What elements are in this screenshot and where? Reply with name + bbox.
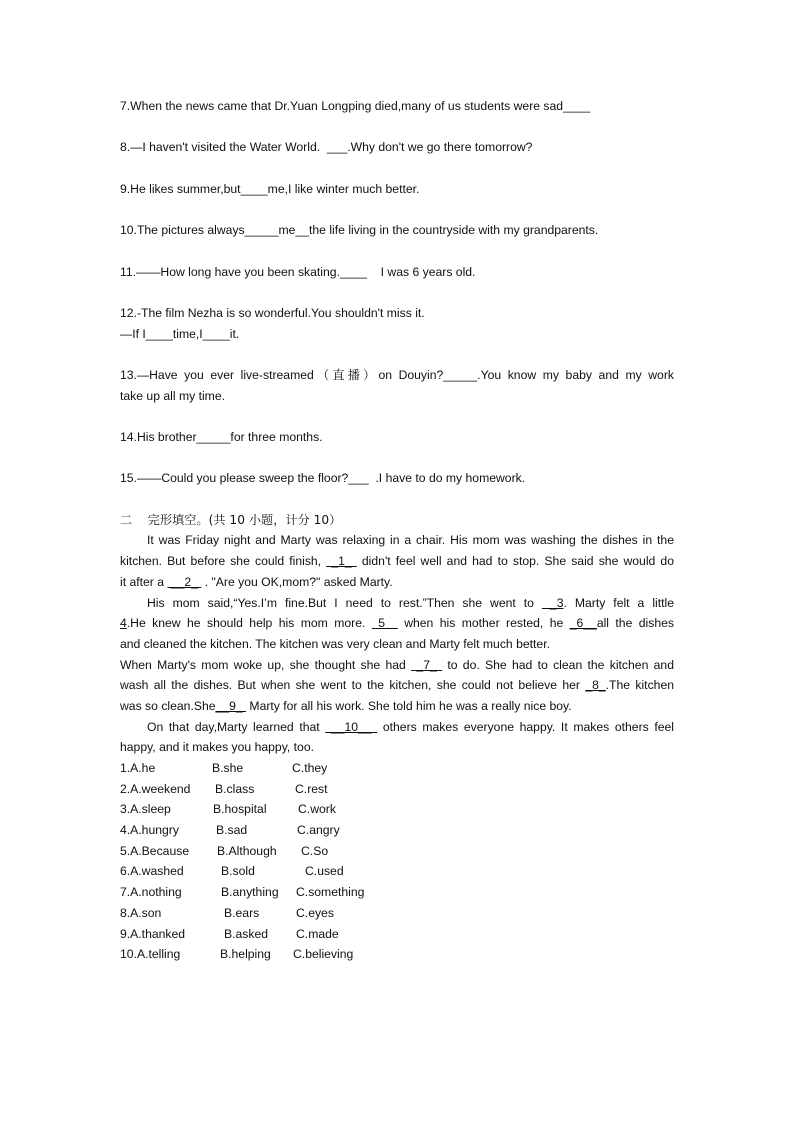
question-8-options — [120, 158, 674, 179]
question-12-stem: 12.-The film Nezha is so wonderful.You shouldn't miss it. — [120, 305, 425, 320]
question-7-options — [120, 117, 674, 138]
blank-5: 5 — [371, 616, 398, 631]
passage-line: On that day,Marty learned that __10__ others makes everyone happy. It makes others feel — [147, 719, 674, 734]
question-13-options — [120, 406, 674, 427]
question-11-options — [120, 282, 674, 303]
question-7-stem: 7.When the news came that Dr.Yuan Longping died,many of us students were sad____ — [120, 99, 591, 113]
blank-6: _6__ — [569, 616, 597, 631]
question-14-stem: 14.His brother_____for three months. — [120, 430, 323, 444]
blank-9: __9_ — [215, 698, 247, 713]
blank-7: _7_ — [411, 657, 443, 672]
passage-line: kitchen. But before she could finish, _1_ didn't feel well and had to stop. She said she would do — [120, 554, 674, 569]
cloze-options-2: 2.A.weekend B.class C.rest — [120, 781, 328, 796]
cloze-options-8: 8.A.son B.ears C.eyes — [120, 905, 334, 920]
passage-line: His mom said,“Yes.I’m fine.But I need to rest.”Then she went to _3. Marty felt a little — [147, 595, 674, 610]
cloze-options-7: 7.A.nothing B.anything C.something — [120, 885, 365, 900]
blank-4: 4 — [120, 616, 127, 631]
section-2-heading: 二 完形填空。(共 10 小题，计分 10） — [120, 512, 342, 527]
question-13-stem: 13.—Have you ever live-streamed（直播）on Douyin?_____.You know my baby and my work — [120, 367, 674, 382]
question-15-stem: 15.——Could you please sweep the floor?___ .I have to do my homework. — [120, 471, 526, 486]
passage-line: wash all the dishes. But when she went to the kitchen, she could not believe her _8_.The kitchen — [120, 678, 674, 693]
question-12-options — [120, 344, 674, 365]
passage-line: it after a __2_ . "Are you OK,mom?" asked Marty. — [120, 574, 393, 589]
blank-2: __2_ — [167, 574, 202, 589]
passage-line: When Marty's mom woke up, she thought she had _7_ to do. She had to clean the kitchen and — [120, 657, 674, 672]
question-13-stem-line2: take up all my time. — [120, 388, 225, 403]
cloze-options-6: 6.A.washed B.sold C.used — [120, 864, 344, 879]
cloze-options-1: 1.A.he B.she C.they — [120, 761, 328, 775]
question-10-options — [120, 241, 674, 262]
question-12-stem-line2: —If I____time,I____it. — [120, 326, 240, 341]
cloze-options-9: 9.A.thanked B.asked C.made — [120, 926, 339, 941]
question-14-options — [120, 448, 674, 469]
passage-line: It was Friday night and Marty was relaxing in a chair. His mom was washing the dishes in the — [147, 533, 674, 548]
passage-line: happy, and it makes you happy, too. — [120, 740, 314, 755]
passage-line: and cleaned the kitchen. The kitchen was very clean and Marty felt much better. — [120, 636, 550, 651]
passage-line: 4.He knew he should help his mom more. 5 when his mother rested, he _6__all the dishes — [120, 616, 674, 631]
question-9-options — [120, 199, 674, 220]
question-11-stem: 11.——How long have you been skating.____ I was 6 years old. — [120, 264, 476, 279]
cloze-options-4: 4.A.hungry B.sad C.angry — [120, 823, 340, 838]
question-10-stem: 10.The pictures always_____me__the life living in the countryside with my grandparents. — [120, 223, 599, 238]
blank-3: _3 — [541, 595, 564, 610]
cloze-options-5: 5.A.Because B.Although C.So — [120, 843, 329, 858]
exam-page — [120, 96, 674, 965]
question-8-stem: 8.—I haven't visited the Water World. ___.Why don't we go there tomorrow? — [120, 140, 533, 155]
cloze-options-10: 10.A.telling B.helping C.believing — [120, 947, 354, 962]
cloze-options-3: 3.A.sleep B.hospital C.work — [120, 802, 336, 817]
question-9-stem: 9.He likes summer,but____me,I like winter much better. — [120, 181, 420, 196]
blank-10: __10__ — [325, 719, 378, 734]
blank-8: _8_ — [585, 678, 606, 693]
passage-line: was so clean.She__9_ Marty for all his work. She told him he was a really nice boy. — [120, 698, 572, 713]
question-15-options — [120, 489, 674, 510]
blank-1: _1_ — [326, 554, 357, 569]
